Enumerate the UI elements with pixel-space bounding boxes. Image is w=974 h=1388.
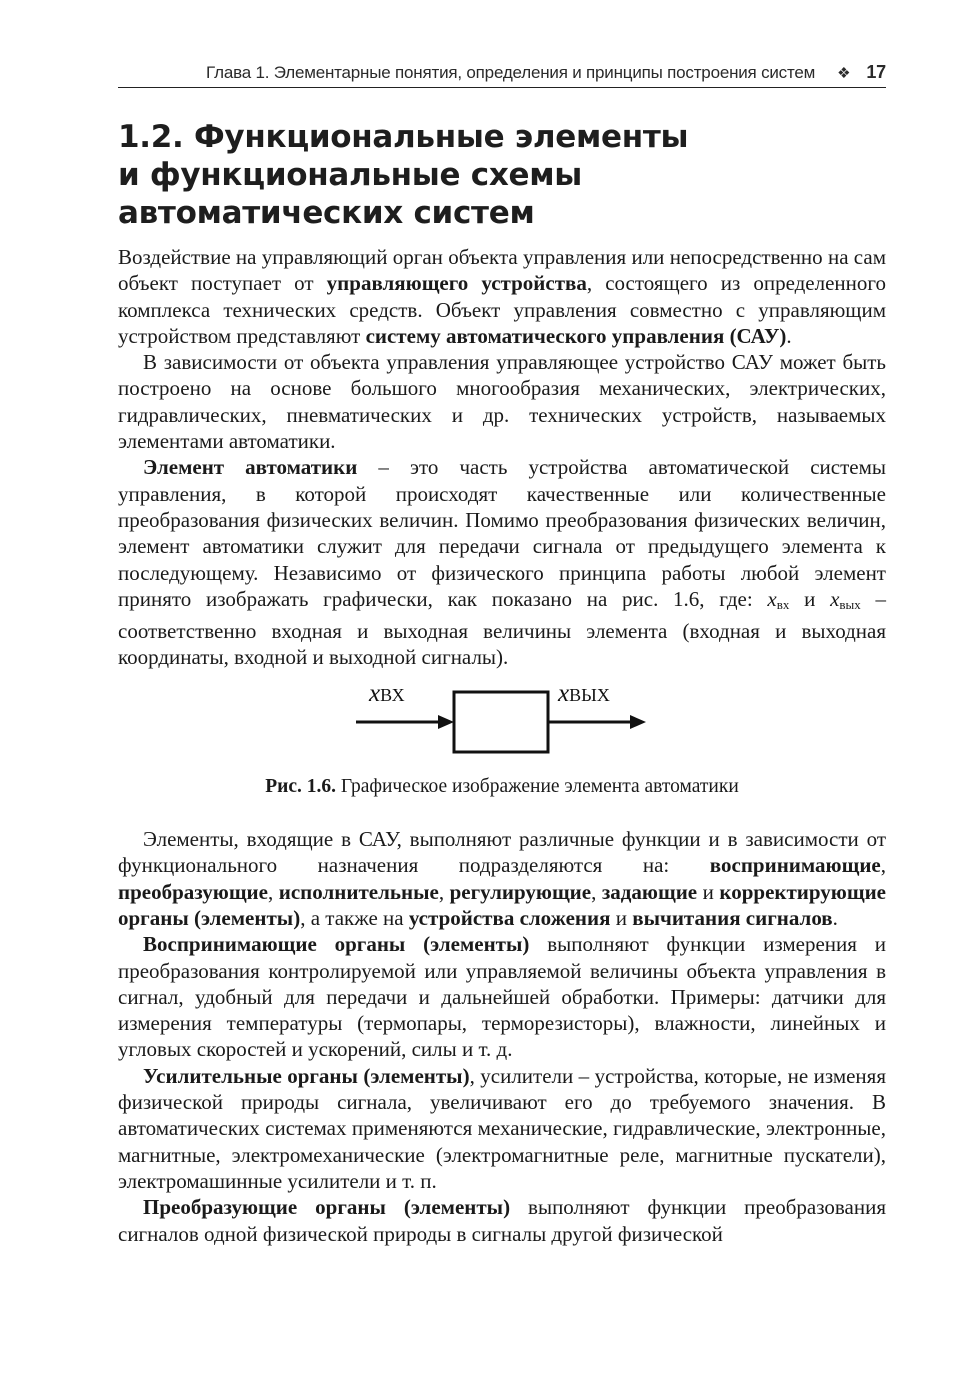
term: устройства сложения bbox=[408, 905, 611, 930]
text-span: – соответственно входная и выходная величины элемента (входная и выходная координаты, входной и выходной сигналы). bbox=[118, 586, 886, 670]
output-subscript: ВЫХ bbox=[569, 684, 610, 705]
variable-x: x bbox=[830, 586, 840, 611]
section-title-line: и функциональные схемы bbox=[118, 157, 583, 193]
paragraph bbox=[118, 1194, 886, 1247]
term: управляющего устройства bbox=[326, 271, 587, 296]
variable-x: x bbox=[767, 586, 777, 611]
section-title bbox=[118, 118, 886, 232]
text-span: , bbox=[438, 879, 450, 904]
element-block bbox=[454, 692, 548, 752]
paragraph bbox=[118, 931, 886, 1062]
term: Элемент автоматики bbox=[143, 455, 358, 480]
running-header bbox=[118, 62, 886, 88]
text-span: и bbox=[610, 905, 633, 930]
text-span: . bbox=[786, 323, 792, 348]
subscript-out: вых bbox=[839, 596, 861, 612]
paragraph bbox=[118, 349, 886, 454]
ornament-icon: ❖ bbox=[837, 65, 851, 82]
caption-text: Графическое изображение элемента автоматики bbox=[336, 775, 739, 797]
text-span: , bbox=[591, 879, 602, 904]
term: регулирующие bbox=[449, 879, 592, 904]
paragraph bbox=[118, 244, 886, 349]
term: Усилительные органы (элементы) bbox=[143, 1063, 470, 1088]
caption-label: Рис. 1.6. bbox=[265, 775, 337, 797]
text-span: Элементы, входящие в САУ, выполняют различные функции и в зависимости от функционального назначения подразделяются на: bbox=[118, 827, 886, 878]
output-variable: x bbox=[558, 679, 570, 707]
text-span: , а также на bbox=[300, 905, 409, 930]
page bbox=[118, 62, 886, 1247]
term: Преобразующие органы (элементы) bbox=[143, 1195, 511, 1220]
subscript-in: вх bbox=[776, 596, 790, 612]
body-text bbox=[118, 244, 886, 1247]
term: вычитания сигналов bbox=[632, 905, 833, 930]
output-label bbox=[558, 681, 610, 708]
input-arrow-head bbox=[438, 715, 454, 729]
section-title-line: автоматических систем bbox=[118, 195, 535, 231]
output-arrow-head bbox=[630, 715, 646, 729]
input-variable: x bbox=[369, 679, 381, 707]
paragraph bbox=[118, 1063, 886, 1194]
figure-caption bbox=[118, 774, 886, 800]
text-span: – это часть устройства автоматической системы управления, в которой происходят качественные или количественные преобразования физических величин. Помимо преобразования физических величин, элемент автоматики служит для передачи сигнала от предыдущего элемента к последующему. Независимо от физического принципа работы любой элемент принято изображать графически, как показано на рис. 1.6, где: bbox=[118, 455, 886, 611]
text-span: . bbox=[832, 905, 838, 930]
term: систему автоматического управления (САУ) bbox=[365, 323, 787, 348]
text-span: выполняют функции измерения и преобразования контролируемой или управляемой величины объекта управления в сигнал, удобный для передачи и дальнейшей обработки. Примеры: датчики для измерения температуры (термопары, терморезисторы), влажности, линейных и угловых скоростей и ускорений, силы и т. д. bbox=[118, 932, 886, 1062]
section-title-line: 1.2. Функциональные элементы bbox=[118, 119, 689, 155]
text-span: , bbox=[267, 879, 279, 904]
paragraph bbox=[118, 826, 886, 931]
text-span: выполняют функции преобразования сигналов одной физической природы в сигналы другой физической bbox=[118, 1195, 886, 1246]
input-subscript: ВХ bbox=[380, 684, 405, 705]
element-diagram bbox=[118, 685, 886, 770]
chapter-title: Глава 1. Элементарные понятия, определения и принципы построения систем bbox=[206, 63, 816, 82]
text-span: и bbox=[697, 879, 720, 904]
figure-1-6 bbox=[118, 679, 886, 770]
text-span: , усилители – устройства, которые, не изменяя физической природы сигнала, увеличивают его до требуемого значения. В автоматических системах применяются механические, гидравлические, электронные, магнитные, электромеханические (электромагнитные реле, магнитные пускатели), электромашинные усилители и т. п. bbox=[118, 1063, 886, 1193]
text-span: , состоящего из определенного комплекса технических средств. Объект управления совместно с управляющим устройством представляют bbox=[118, 271, 886, 348]
text-span: В зависимости от объекта управления управляющее устройство САУ может быть построено на основе большого многообразия механических, электрических, гидравлических, пневматических и др. технических устройств, называемых элементами автоматики. bbox=[118, 350, 886, 454]
term: задающие bbox=[601, 879, 698, 904]
text-span: Воздействие на управляющий орган объекта управления или непосредственно на сам объект поступает от bbox=[118, 245, 886, 296]
paragraph bbox=[118, 454, 886, 670]
text-span: , bbox=[880, 853, 886, 878]
term: корректирующие органы (элементы) bbox=[118, 879, 887, 930]
page-number: 17 bbox=[866, 62, 886, 82]
text-span: и bbox=[789, 586, 831, 611]
input-label bbox=[369, 681, 405, 708]
term: Воспринимающие органы (элементы) bbox=[143, 932, 530, 957]
term: воспринимающие bbox=[709, 853, 881, 878]
term: преобразующие bbox=[118, 879, 268, 904]
term: исполнительные bbox=[278, 879, 439, 904]
